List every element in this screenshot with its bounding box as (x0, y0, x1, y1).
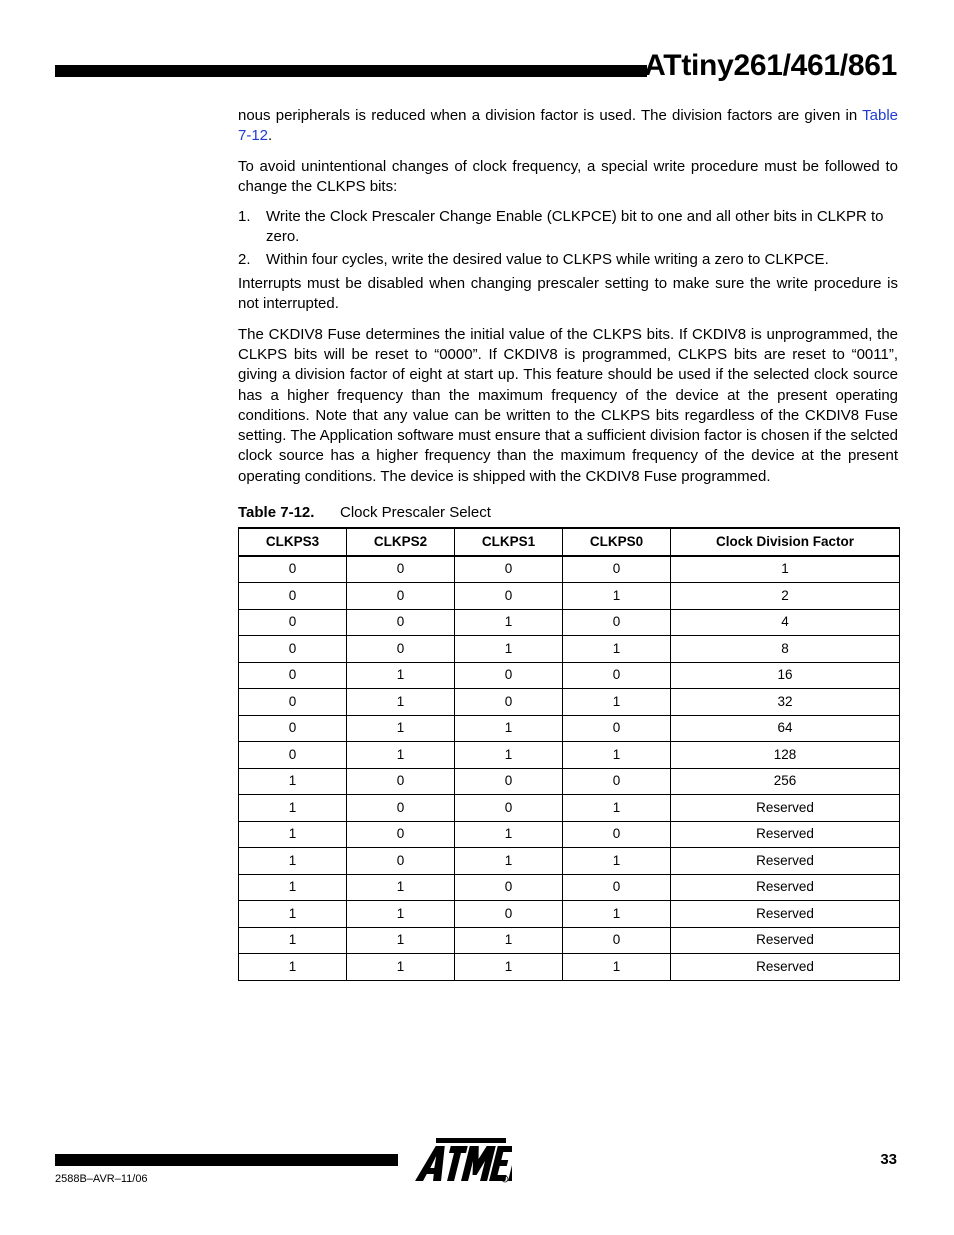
table-cell: 0 (563, 768, 671, 795)
table-caption-label: Table 7-12. (238, 504, 315, 522)
table-cell: Reserved (671, 795, 900, 822)
document-title: ATtiny261/461/861 (644, 49, 897, 82)
table-cell: 1 (239, 821, 347, 848)
step-text: Write the Clock Prescaler Change Enable (CLKPCE) bit to one and all other bits in CLKPR to zero. (266, 208, 884, 246)
table-cell: 256 (671, 768, 900, 795)
column-header: CLKPS2 (347, 528, 455, 556)
table-cell: 32 (671, 689, 900, 716)
procedure-steps (238, 207, 898, 270)
table-cell: 1 (455, 954, 563, 981)
table-row (239, 848, 900, 875)
table-cell: 1 (239, 768, 347, 795)
header-rule (55, 65, 647, 77)
table-cell: 1 (563, 636, 671, 663)
table-cell: 0 (455, 583, 563, 610)
table-row (239, 689, 900, 716)
table-cell: 0 (563, 874, 671, 901)
page-content (238, 106, 898, 981)
page-number: 33 (880, 1151, 897, 1168)
table-cell: 0 (347, 609, 455, 636)
svg-text:R: R (503, 1176, 507, 1182)
table-cell: 1 (239, 874, 347, 901)
table-cell: 0 (563, 556, 671, 583)
column-header: CLKPS0 (563, 528, 671, 556)
footer-rule (55, 1154, 398, 1166)
table-cell: 1 (239, 927, 347, 954)
table-cell: 1 (239, 795, 347, 822)
table-cell: 1 (347, 742, 455, 769)
table-row (239, 795, 900, 822)
table-cell: 1 (347, 689, 455, 716)
table-cell: 0 (347, 848, 455, 875)
table-cell: 1 (455, 609, 563, 636)
table-row (239, 742, 900, 769)
paragraph-write-procedure: To avoid unintentional changes of clock frequency, a special write procedure must be followed to change the CLKPS bits: (238, 157, 898, 195)
table-cell: 0 (563, 927, 671, 954)
table-cell: 1 (347, 874, 455, 901)
table-cell: 0 (239, 689, 347, 716)
table-cell: 0 (455, 768, 563, 795)
table-row (239, 768, 900, 795)
paragraph-division-factors (238, 106, 898, 147)
table-cell: 16 (671, 662, 900, 689)
table-cell: 0 (239, 583, 347, 610)
table-row (239, 583, 900, 610)
table-row (239, 715, 900, 742)
table-cell: 0 (239, 636, 347, 663)
table-cell: 64 (671, 715, 900, 742)
atmel-logo-icon (412, 1137, 512, 1185)
table-cell: 0 (347, 795, 455, 822)
table-cell: 0 (455, 901, 563, 928)
table-caption (238, 503, 898, 523)
table-cell: 0 (563, 662, 671, 689)
table-cell: 1 (671, 556, 900, 583)
table-cell: 0 (239, 662, 347, 689)
table-cell: 0 (347, 636, 455, 663)
table-cell: 1 (563, 848, 671, 875)
table-cell: 0 (239, 715, 347, 742)
table-cell: 4 (671, 609, 900, 636)
table-cell: 1 (563, 583, 671, 610)
paragraph-ckdiv8: The CKDIV8 Fuse determines the initial value of the CLKPS bits. If CKDIV8 is unprogrammed, the CLKPS bits will be reset to “0000”. If CKDIV8 is programmed, CLKPS bits are reset to “0011”, giving a division factor of eight at start up. This feature should be used if the selected clock source has a higher frequency than the maximum frequency of the device at the present operating conditions. Note that any value can be written to the CLKPS bits regardless of the CKDIV8 Fuse setting. The Application software must ensure that a sufficient division factor is chosen if the selcted clock source has a higher frequency than the maximum frequency of the device at the present operating conditions. The device is shipped with the CKDIV8 Fuse programmed. (238, 325, 898, 485)
step-number: 2. (238, 250, 251, 268)
table-cell: 1 (563, 689, 671, 716)
table-row (239, 901, 900, 928)
table-cell: 1 (455, 927, 563, 954)
table-cell: 1 (455, 742, 563, 769)
table-cell: 1 (455, 821, 563, 848)
table-cell: Reserved (671, 954, 900, 981)
table-cell: 0 (455, 662, 563, 689)
table-cell: 1 (563, 901, 671, 928)
clock-prescaler-table (238, 527, 900, 981)
paragraph-interrupts: Interrupts must be disabled when changing prescaler setting to make sure the write procedure is not interrupted. (238, 275, 898, 313)
table-cell: 1 (239, 954, 347, 981)
table-7-12-link[interactable]: Table 7-12 (238, 107, 898, 145)
column-header: Clock Division Factor (671, 528, 900, 556)
table-cell: 1 (455, 715, 563, 742)
table-cell: Reserved (671, 901, 900, 928)
step-text: Within four cycles, write the desired value to CLKPS while writing a zero to CLKPCE. (266, 250, 829, 268)
table-cell: 0 (347, 556, 455, 583)
table-cell: 128 (671, 742, 900, 769)
table-cell: 1 (239, 848, 347, 875)
table-cell: 0 (455, 874, 563, 901)
table-cell: 8 (671, 636, 900, 663)
table-cell: 0 (239, 609, 347, 636)
table-cell: 1 (563, 954, 671, 981)
table-cell: 0 (239, 556, 347, 583)
table-cell: 1 (347, 715, 455, 742)
table-cell: Reserved (671, 927, 900, 954)
table-row (239, 556, 900, 583)
table-cell: 0 (239, 742, 347, 769)
table-row (239, 821, 900, 848)
table-cell: 0 (563, 715, 671, 742)
column-header: CLKPS3 (239, 528, 347, 556)
paragraph-text: nous peripherals is reduced when a division factor is used. The division factors are given in (238, 107, 863, 124)
table-row (239, 874, 900, 901)
table-cell: 0 (347, 821, 455, 848)
table-row (239, 636, 900, 663)
table-header-row (239, 528, 900, 556)
step-number: 1. (238, 208, 251, 226)
procedure-step (238, 207, 898, 248)
paragraph-end: . (268, 127, 273, 145)
table-cell: 0 (455, 795, 563, 822)
table-cell: 1 (455, 848, 563, 875)
table-cell: 2 (671, 583, 900, 610)
table-cell: 0 (455, 556, 563, 583)
table-cell: 1 (563, 795, 671, 822)
table-cell: 1 (347, 954, 455, 981)
column-header: CLKPS1 (455, 528, 563, 556)
table-caption-title: Clock Prescaler Select (340, 504, 491, 522)
procedure-step (238, 250, 898, 270)
table-cell: Reserved (671, 848, 900, 875)
table-cell: 1 (347, 662, 455, 689)
table-row (239, 927, 900, 954)
table-cell: 0 (347, 583, 455, 610)
table-cell: 1 (347, 901, 455, 928)
table-cell: 0 (563, 821, 671, 848)
table-cell: 1 (563, 742, 671, 769)
table-cell: 0 (455, 689, 563, 716)
table-cell: Reserved (671, 821, 900, 848)
table-row (239, 954, 900, 981)
table-cell: 0 (563, 609, 671, 636)
table-body (239, 556, 900, 981)
table-row (239, 662, 900, 689)
table-cell: Reserved (671, 874, 900, 901)
table-cell: 0 (347, 768, 455, 795)
table-row (239, 609, 900, 636)
table-cell: 1 (455, 636, 563, 663)
table-cell: 1 (239, 901, 347, 928)
table-cell: 1 (347, 927, 455, 954)
document-code: 2588B–AVR–11/06 (55, 1173, 148, 1185)
